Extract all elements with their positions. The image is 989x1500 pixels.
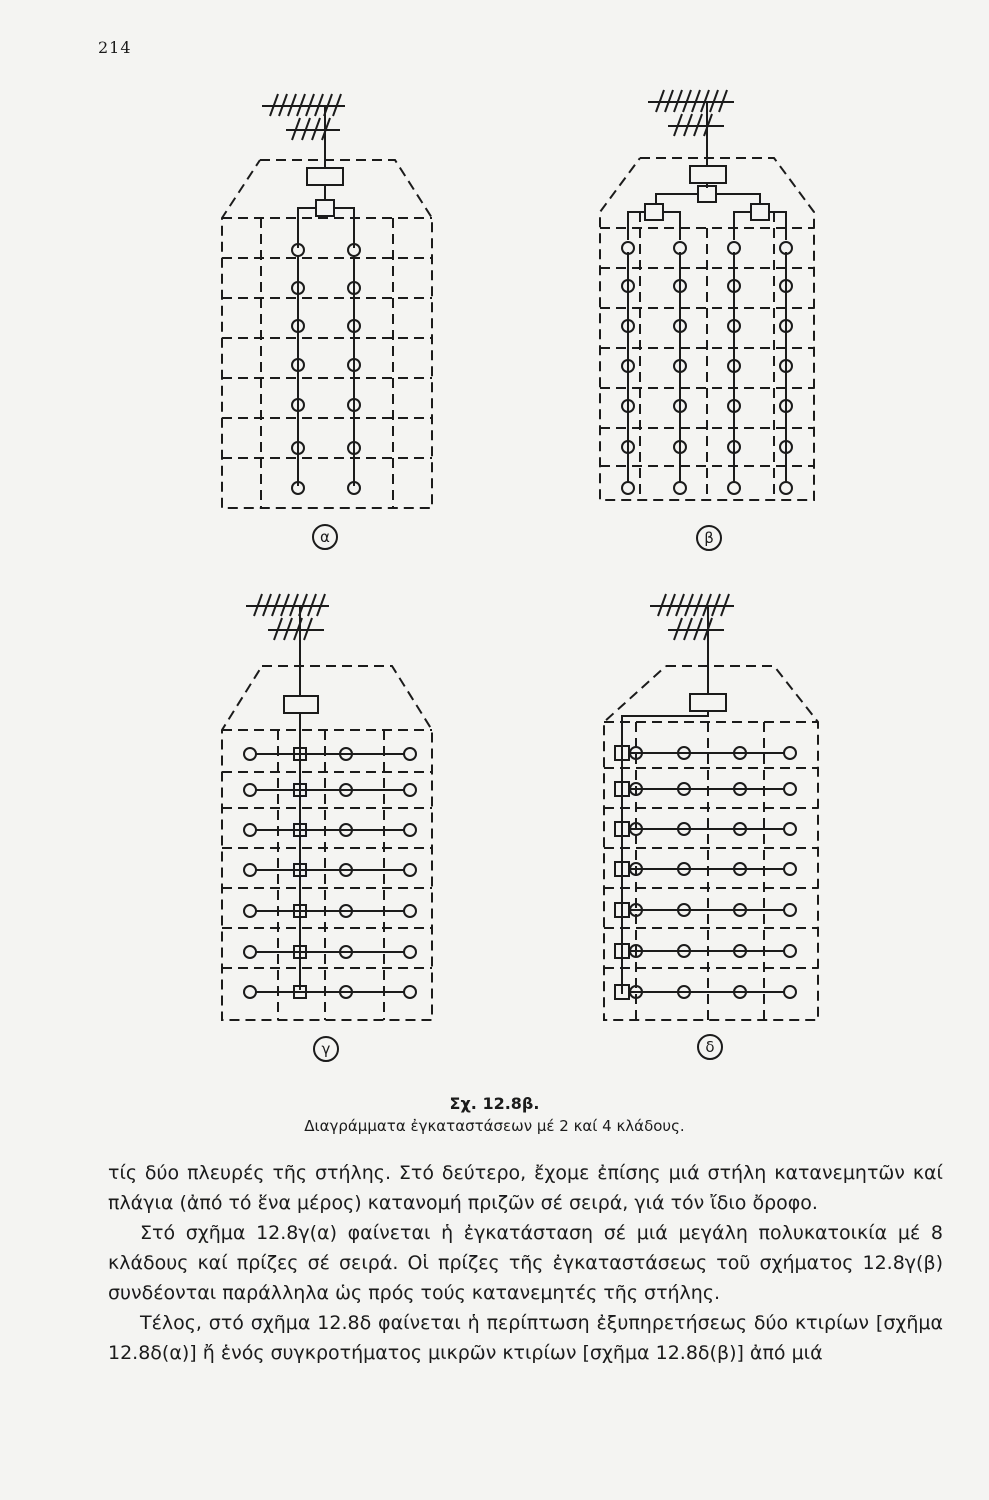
- outlets-beta-2: [674, 242, 686, 494]
- antenna-beta-lower: [668, 114, 724, 136]
- building-outline-alpha: [222, 160, 432, 508]
- paragraph: Στό σχῆμα 12.8γ(α) φαίνεται ἡ ἐγκατάσταση σέ μιά μεγάλη πολυκατοικία μέ 8 κλάδους καί πρίζες σέ σειρά. Οἱ πρίζες τῆς ἐγκαταστάσεως τοῦ σχήματος 12.8γ(β) συνδέονται παράλληλα ὡς πρός τούς κατανεμητές τῆς στήλης.: [108, 1222, 943, 1304]
- splitter-beta-left: [645, 204, 663, 220]
- amplifier-delta: [690, 694, 726, 711]
- building-outline-delta: [604, 666, 818, 1020]
- outlets-beta-1: [622, 242, 634, 494]
- diagram-delta: [604, 594, 818, 1059]
- splitter-beta-right: [751, 204, 769, 220]
- antenna-gamma-upper: [246, 594, 329, 616]
- panel-label-delta: δ: [705, 1038, 715, 1056]
- antenna-beta-upper: [648, 90, 734, 112]
- antenna-gamma-lower: [268, 618, 324, 640]
- amplifier-gamma: [284, 696, 318, 713]
- antenna-delta-upper: [650, 594, 734, 616]
- outlets-beta-4: [780, 242, 792, 494]
- splitter-alpha: [316, 200, 334, 216]
- panel-label-beta: β: [704, 529, 714, 547]
- diagram-beta: [600, 90, 814, 550]
- paragraph: τίς δύο πλευρές τῆς στήλης. Στό δεύτερο, ἔχομε ἐπίσης μιά στήλη κατανεμητῶν καί πλάγια (ἀπό τό ἕνα μέρος) κατανομή πριζῶν σέ σειρά, γιά τόν ἴδιο ὄροφο.: [108, 1162, 943, 1214]
- splitter-beta-main: [698, 186, 716, 202]
- paragraph: Τέλος, στό σχῆμα 12.8δ φαίνεται ἡ περίπτωση ἐξυπηρετήσεως δύο κτιρίων [σχῆμα 12.8δ(α)] ἤ ἑνός συγκροτήματος μικρῶν κτιρίων [σχῆμα 12.8δ(β)] ἀπό μιά: [108, 1312, 943, 1364]
- outlets-delta: [629, 747, 796, 998]
- figure-caption-number: Σχ. 12.8β.: [449, 1094, 540, 1113]
- figure-caption-text: Διαγράμματα ἐγκαταστάσεων μέ 2 καί 4 κλάδους.: [304, 1117, 685, 1135]
- diagram-gamma: [222, 594, 432, 1061]
- amplifier-beta: [690, 166, 726, 183]
- building-outline-gamma: [222, 666, 432, 1020]
- outlets-beta-3: [728, 242, 740, 494]
- body-text: [108, 1158, 943, 1368]
- amplifier-alpha: [307, 168, 343, 185]
- outlets-gamma: [244, 748, 416, 998]
- outlets-alpha-right: [348, 244, 360, 494]
- diagram-alpha: [222, 94, 432, 549]
- antenna-alpha-upper: [262, 94, 345, 116]
- page-number: 214: [98, 38, 132, 57]
- outlets-alpha-left: [292, 244, 304, 494]
- panel-label-alpha: α: [320, 528, 330, 546]
- antenna-delta-lower: [668, 618, 724, 640]
- antenna-alpha-lower: [286, 118, 340, 140]
- panel-label-gamma: γ: [321, 1040, 331, 1058]
